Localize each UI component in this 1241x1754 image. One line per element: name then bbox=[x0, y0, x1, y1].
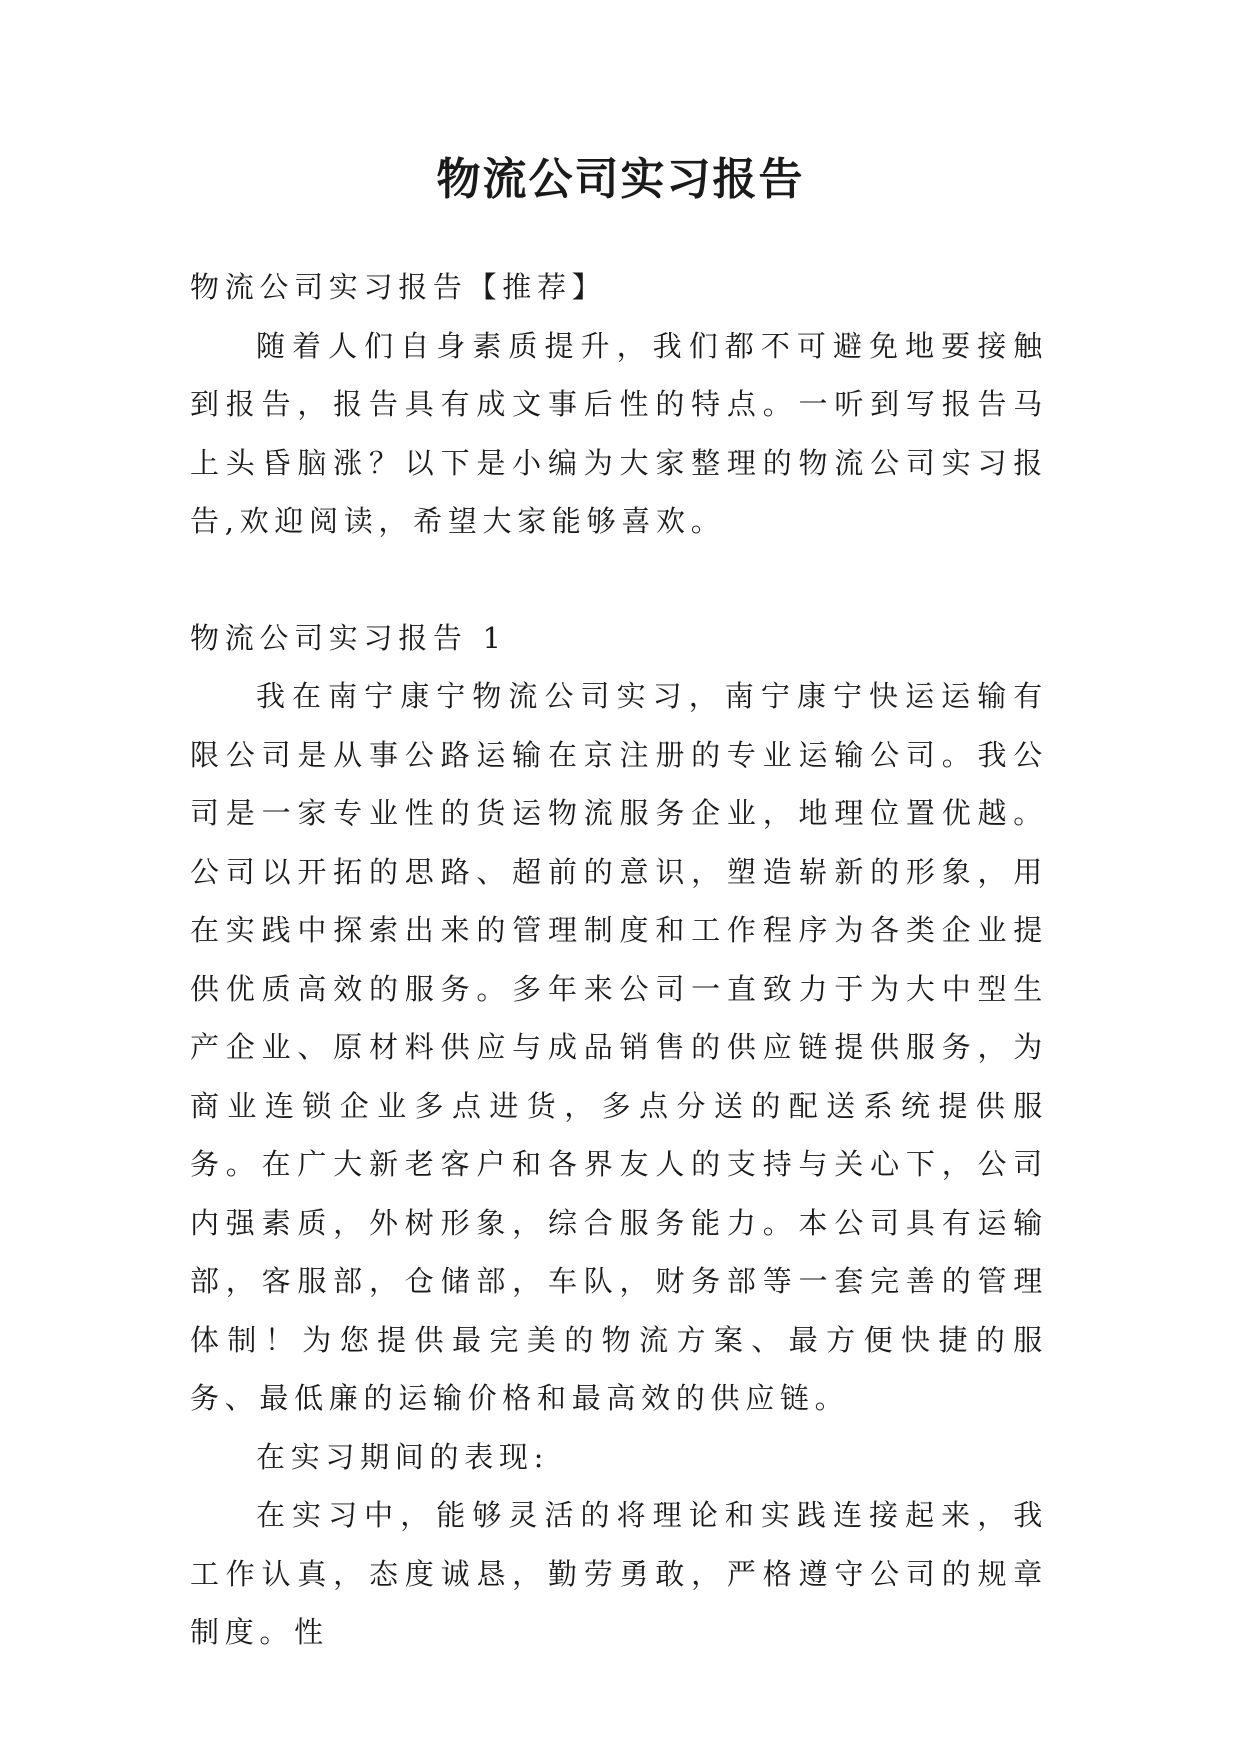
document-title: 物流公司实习报告 bbox=[436, 154, 805, 205]
section-paragraph-continued: 在实习中，能够灵活的将理论和实践连接起来，我工作认真，态度诚恳，勤劳勇敢，严格遵守公司的规章制度。性 bbox=[190, 1498, 1048, 1649]
section-label: 在实习期间的表现: bbox=[256, 1439, 550, 1474]
intro-heading: 物流公司实习报告【推荐】 bbox=[190, 270, 607, 304]
section-spacer bbox=[190, 551, 1048, 609]
section-paragraph: 我在南宁康宁物流公司实习，南宁康宁快运运输有限公司是从事公路运输在京注册的专业运输公司。我公司是一家专业性的货运物流服务企业，地理位置优越。公司以开拓的思路、超前的意识，塑造崭新的形象，用在实践中探索出来的管理制度和工作程序为各类企业提供优质高效的服务。多年来公司一直致力于为大中型生产企业、原材料供应与成品销售的供应链提供服务，为商业连锁企业多点进货，多点分送的配送系统提供服务。在广大新老客户和各界友人的支持与关心下，公司内强素质，外树形象，综合服务能力。本公司具有运输部，客服部，仓储部，车队，财务部等一套完善的管理体制！为您提供最完美的物流方案、最方便快捷的服务、最低廉的运输价格和最高效的供应链。 bbox=[190, 679, 1048, 1415]
intro-paragraph: 随着人们自身素质提升，我们都不可避免地要接触到报告，报告具有成文事后性的特点。一听到写报告马上头昏脑涨？以下是小编为大家整理的物流公司实习报告,欢迎阅读，希望大家能够喜欢。 bbox=[190, 328, 1048, 538]
document-body bbox=[190, 258, 1048, 1662]
section-heading: 物流公司实习报告 1 bbox=[190, 620, 507, 655]
